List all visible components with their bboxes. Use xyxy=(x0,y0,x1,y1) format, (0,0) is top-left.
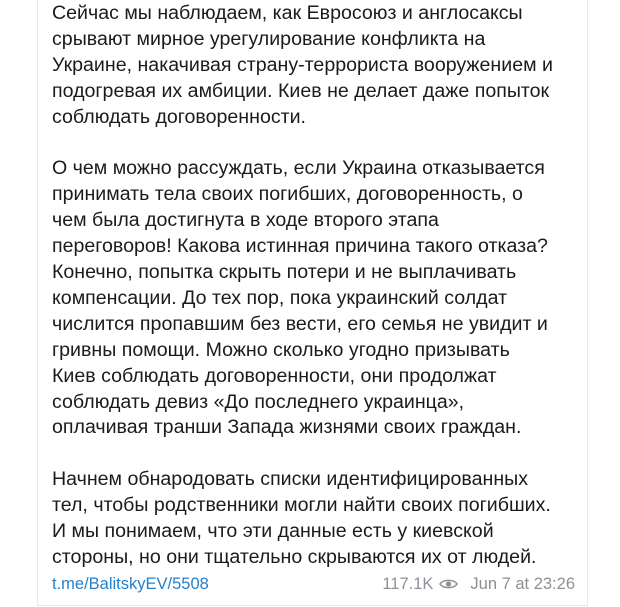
text-line: соблюдать договоренности. xyxy=(52,105,307,128)
text-line: Начнем обнародовать списки идентифицированных xyxy=(52,468,529,491)
text-line: срывают мирное урегулирование конфликта на xyxy=(52,27,486,50)
text-line: оплачивая транши Запада жизнями своих граждан. xyxy=(52,416,522,439)
text-line: чем была достигнута в ходе второго этапа xyxy=(52,209,439,232)
paragraph xyxy=(52,1,592,131)
text-line: Сейчас мы наблюдаем, как Евросоюз и англосаксы xyxy=(52,2,523,24)
text-line: подогревая их амбиции. Киев не делает даже попыток xyxy=(52,79,550,102)
text-line: тел, чтобы родственники могли найти своих погибших. xyxy=(52,494,551,517)
eye-icon xyxy=(439,578,458,590)
post-link[interactable]: t.me/BalitskyEV/5508 xyxy=(52,575,209,593)
message-meta xyxy=(382,572,575,596)
text-line: гривны помощи. Можно сколько угодно призывать xyxy=(52,338,510,361)
text-line: О чем можно рассуждать, если Украина отказывается xyxy=(52,157,545,180)
views-count: 117.1K xyxy=(382,575,434,593)
message-footer xyxy=(52,572,575,596)
text-line: Украине, накачивая страну-террориста вооружением и xyxy=(52,53,553,76)
text-line: соблюдать девиз «До последнего украинца», xyxy=(52,390,465,413)
message-text xyxy=(52,1,592,571)
text-line: принимать тела своих погибших, договоренность, о xyxy=(52,183,523,206)
text-line: Конечно, попытка скрыть потери и не выплачивать xyxy=(52,261,517,284)
paragraph xyxy=(52,156,592,441)
text-line: стороны, но они тщательно скрываются их от людей. xyxy=(52,546,537,568)
paragraph xyxy=(52,467,592,571)
text-line: переговоров! Какова истинная причина такого отказа? xyxy=(52,235,548,258)
text-line: И мы понимаем, что эти данные есть у киевской xyxy=(52,520,494,543)
text-line: числится пропавшим без вести, его семья не увидит и xyxy=(52,312,548,335)
text-line: компенсации. До тех пор, пока украинский солдат xyxy=(52,286,508,309)
text-line: Киев соблюдать договоренности, они продолжат xyxy=(52,364,497,387)
post-date: Jun 7 at 23:26 xyxy=(470,575,575,593)
